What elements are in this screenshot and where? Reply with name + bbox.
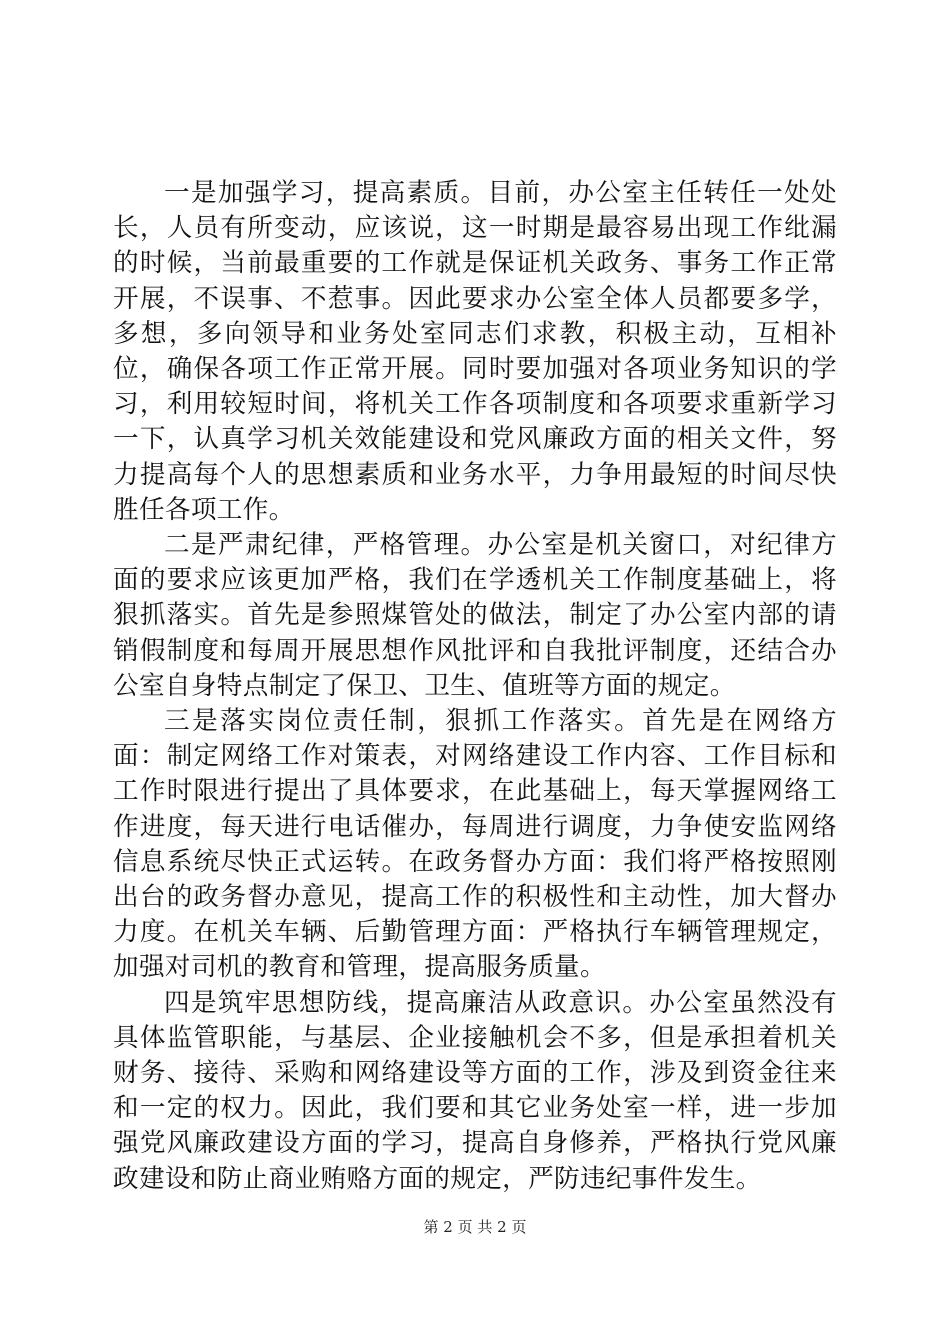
paragraph-4: 四是筑牢思想防线，提高廉洁从政意识。办公室虽然没有具体监管职能，与基层、企业接触机会不多，但是承担着机关财务、接待、采购和网络建设等方面的工作，涉及到资金往来和一定的权力。因此，我们要和其它业务处室一样，进一步加强党风廉政建设方面的学习，提高自身修养，严格执行党风廉政建设和防止商业贿赂方面的规定，严防违纪事件发生。 <box>113 987 837 1194</box>
paragraph-1: 一是加强学习，提高素质。目前，办公室主任转任一处处长，人员有所变动，应该说，这一时期是最容易出现工作纰漏的时候，当前最重要的工作就是保证机关政务、事务工作正常开展，不误事、不惹事。因此要求办公室全体人员都要多学，多想，多向领导和业务处室同志们求教，积极主动，互相补位，确保各项工作正常开展。同时要加强对各项业务知识的学习，利用较短时间，将机关工作各项制度和各项要求重新学习一下，认真学习机关效能建设和党风廉政方面的相关文件，努力提高每个人的思想素质和业务水平，力争用最短的时间尽快胜任各项工作。 <box>113 178 837 525</box>
document-body <box>113 176 837 1197</box>
paragraph-2: 二是严肃纪律，严格管理。办公室是机关窗口，对纪律方面的要求应该更加严格，我们在学透机关工作制度基础上，将狠抓落实。首先是参照煤管处的做法，制定了办公室内部的请销假制度和每周开展思想作风批评和自我批评制度，还结合办公室自身特点制定了保卫、卫生、值班等方面的规定。 <box>113 530 837 701</box>
page-number-footer: 第 2 页 共 2 页 <box>423 1218 527 1236</box>
paragraph-3: 三是落实岗位责任制，狠抓工作落实。首先是在网络方面：制定网络工作对策表，对网络建设工作内容、工作目标和工作时限进行提出了具体要求，在此基础上，每天掌握网络工作进度，每天进行电话催办，每周进行调度，力争使安监网络信息系统尽快正式运转。在政务督办方面：我们将严格按照刚出台的政务督办意见，提高工作的积极性和主动性，加大督办力度。在机关车辆、后勤管理方面：严格执行车辆管理规定，加强对司机的教育和管理，提高服务质量。 <box>113 706 837 983</box>
